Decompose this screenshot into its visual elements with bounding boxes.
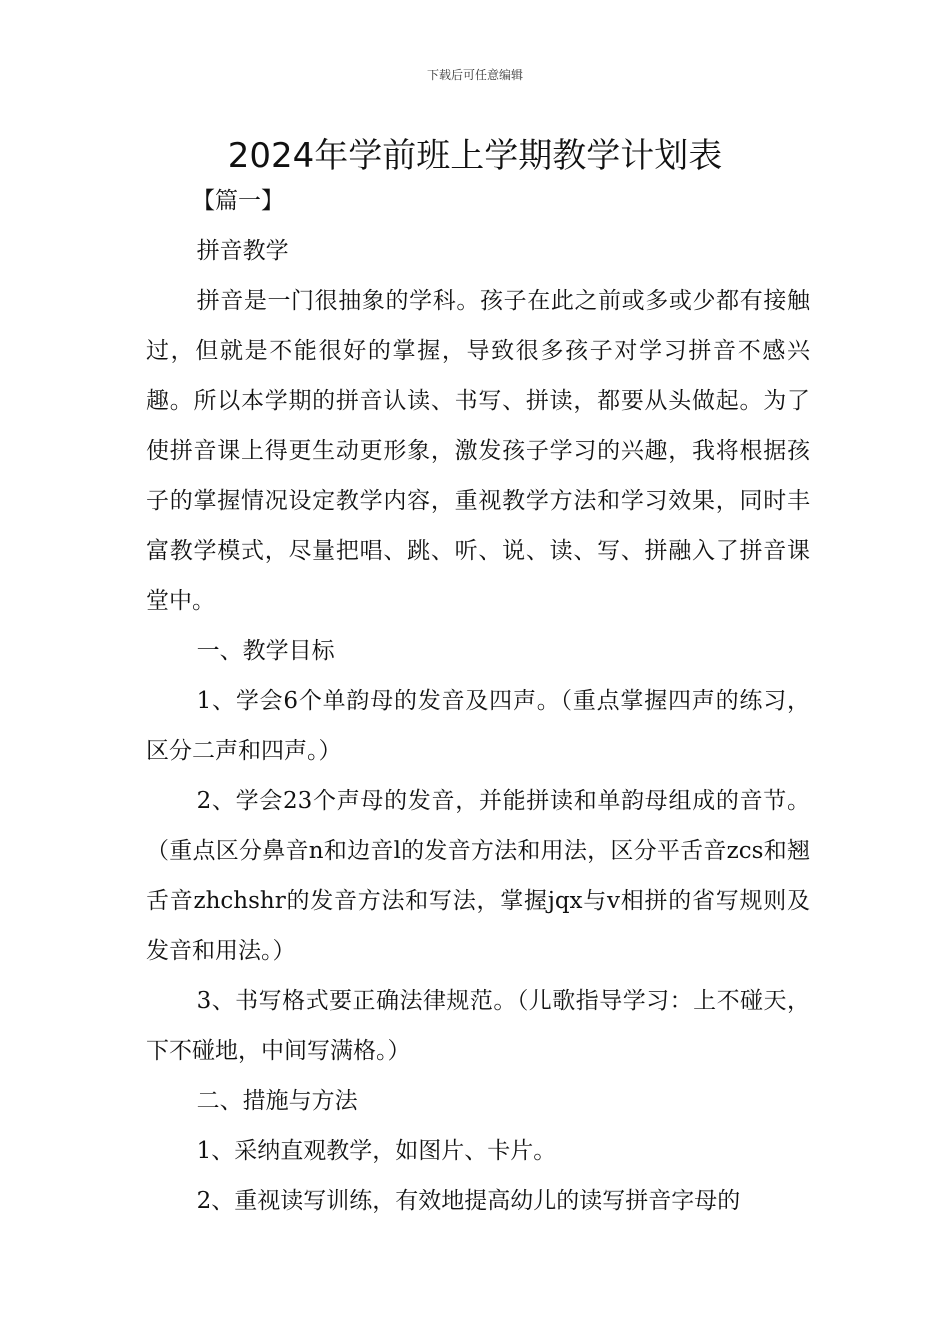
goal-item-2: 2、学会23个声母的发音，并能拼读和单韵母组成的音节。（重点区分鼻音n和边音l的发音方法和用法，区分平舌音zcs和翘舌音zhchshr的发音方法和写法，掌握jqx与v相拼的省写规则及发音和用法。） [146, 788, 810, 964]
goal-item-1: 1、学会6个单韵母的发音及四声。（重点掌握四声的练习，区分二声和四声。） [146, 688, 810, 764]
page-header-note: 下载后可任意编辑 [426, 68, 523, 82]
document-body [146, 226, 810, 1226]
goal-item-3: 3、书写格式要正确法律规范。（儿歌指导学习：上不碰天，下不碰地，中间写满格。） [146, 988, 810, 1064]
subheading-measures-methods: 二、措施与方法 [196, 1088, 358, 1114]
body-paragraph-intro: 拼音是一门很抽象的学科。孩子在此之前或多或少都有接触过，但就是不能很好的掌握，导致很多孩子对学习拼音不感兴趣。所以本学期的拼音认读、书写、拼读，都要从头做起。为了使拼音课上得更生动更形象，激发孩子学习的兴趣，我将根据孩子的掌握情况设定教学内容，重视教学方法和学习效果，同时丰富教学模式，尽量把唱、跳、听、说、读、写、拼融入了拼音课堂中。 [146, 288, 810, 614]
subheading-teaching-goals: 一、教学目标 [196, 638, 335, 664]
document-title: 2024年学前班上学期教学计划表 [227, 136, 723, 176]
subheading-pinyin-teaching: 拼音教学 [196, 238, 289, 264]
section-label: 【篇一】 [192, 188, 284, 214]
measure-item-1: 1、采纳直观教学，如图片、卡片。 [196, 1138, 557, 1164]
measure-item-2: 2、重视读写训练，有效地提高幼儿的读写拼音字母的 [196, 1188, 741, 1214]
